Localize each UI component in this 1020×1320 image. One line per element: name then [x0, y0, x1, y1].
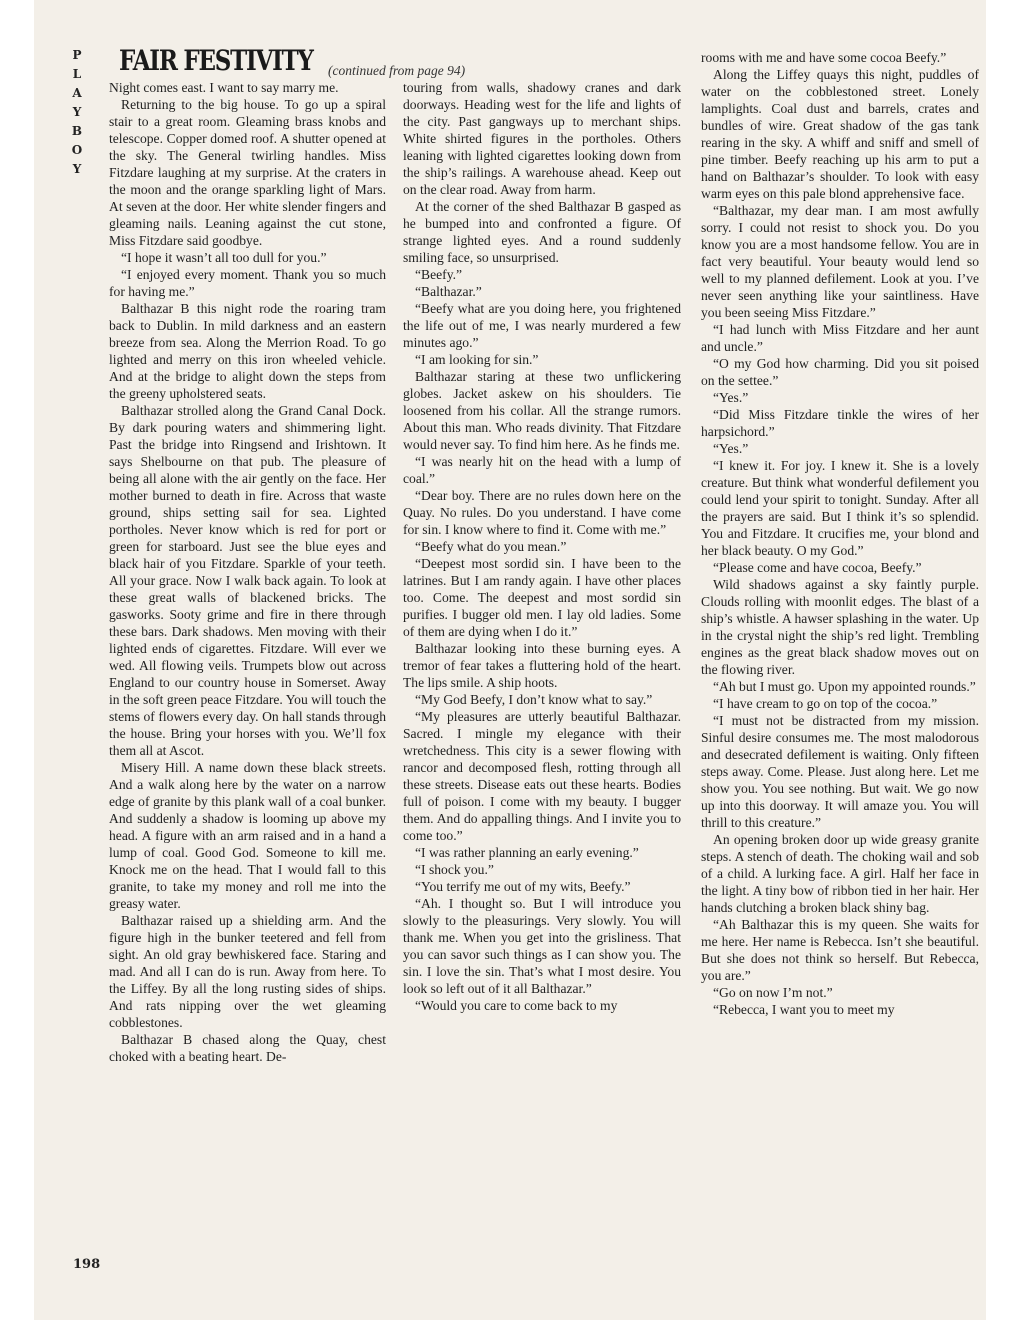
paragraph: “I knew it. For joy. I knew it. She is a lovely creature. But think what wonderful defilement you could lend your spirit to tonight. Sunday. After all the prayers are said. But I think it’s so splendid. You and Fitzdare. It crucifies me, your blond and her black beauty. O my God.” [701, 458, 979, 558]
running-head-letter: B [71, 124, 83, 138]
paragraph: “My God Beefy, I don’t know what to say.” [415, 692, 653, 707]
text-column-2 [403, 79, 681, 1014]
paragraph: “I have cream to go on top of the cocoa.” [713, 696, 938, 711]
paragraph: “Beefy.” [415, 267, 463, 282]
page-number: 198 [73, 1257, 101, 1272]
paragraph: “My pleasures are utterly beautiful Balthazar. Sacred. I mingle my elegance with their wretchedness. This city is a sewer flowing with rancor and decomposed flesh, rotting through all these streets. Disease eats out these hearts. Bodies full of poison. I come with my beauty. I bugger them. And do appalling things. And I invite you to come too.” [403, 709, 681, 843]
paragraph: “I was rather planning an early evening.” [415, 845, 639, 860]
paragraph: “I had lunch with Miss Fitzdare and her aunt and uncle.” [701, 322, 979, 354]
text-column-1 [109, 79, 386, 1065]
paragraph: “Did Miss Fitzdare tinkle the wires of her harpsichord.” [701, 407, 979, 439]
text-column-3 [701, 49, 979, 1018]
paragraph: “I shock you.” [415, 862, 494, 877]
paragraph: “O my God how charming. Did you sit poised on the settee.” [701, 356, 979, 388]
paragraph: “Balthazar, my dear man. I am most awfully sorry. I could not resist to shock you. Do you know you are a most handsome fellow. You are in fact very beautiful. Your beauty would lend so well to my planned defilement. Look at you. I’ve never seen anything like your saintliness. Have you been seeing Miss Fitzdare.” [701, 203, 979, 320]
magazine-page [34, 0, 986, 1320]
paragraph: “You terrify me out of my wits, Beefy.” [415, 879, 631, 894]
paragraph: At the corner of the shed Balthazar B gasped as he bumped into and confronted a figure. Of strange lighted eyes. And a round suddenly smiling face, so unsurprised. [403, 199, 681, 265]
paragraph: “Rebecca, I want you to meet my [713, 1002, 895, 1017]
paragraph: “I hope it wasn’t all too dull for you.” [121, 250, 327, 265]
paragraph: “Ah but I must go. Upon my appointed rounds.” [713, 679, 976, 694]
paragraph: An opening broken door up wide greasy granite steps. A stench of death. The choking wail and sob of a child. A lurking face. A girl. Half her face in the light. A tiny bow of ribbon tied in her hair. Her hands clutching a broken black shiny bag. [701, 832, 979, 915]
paragraph: Wild shadows against a sky faintly purple. Clouds rolling with moonlit edges. The blast of a ship’s whistle. A hawser splashing in the water. Up in the crystal night the ship’s red light. Trembling engines as the great black shadow moves out on the flowing river. [701, 577, 979, 677]
paragraph: “Please come and have cocoa, Beefy.” [713, 560, 922, 575]
paragraph: Balthazar B chased along the Quay, chest choked with a beating heart. De- [109, 1032, 386, 1064]
paragraph: “I am looking for sin.” [415, 352, 539, 367]
paragraph: Night comes east. I want to say marry me. [109, 80, 339, 95]
paragraph: “Go on now I’m not.” [713, 985, 833, 1000]
paragraph: “Beefy what do you mean.” [415, 539, 567, 554]
paragraph: “Beefy what are you doing here, you frightened the life out of me, I was nearly murdered a few minutes ago.” [403, 301, 681, 350]
running-head-letter: Y [72, 162, 82, 176]
paragraph: Balthazar strolled along the Grand Canal Dock. By dark pouring waters and shimmering light. Past the bridge into Ringsend and Irishtown. It says Shelbourne on that pub. The pleasure of being all alone with the air gently on the face. Her mother burned to death in fire. Across that waste ground, ships setting sail for sea. Lighted portholes. Never know which is red for port or green for starboard. Just see the blue eyes and black hair of you Fitzdare. Sparkle of your teeth. All your grace. Now I walk back again. To look at these great walls of blackened bricks. The gasworks. Sooty grime and fire in there through these bars. Dark shadows. Men moving with their lighted ends of cigarettes. Fitzdare. Will ever we wed. All flowing veils. Trumpets blow out across England to our country house in Somerset. Away in the soft green peace Fitzdare. You will touch the stems of flowers every day. On hall stands through the house. Bring your horses with you. We’ll fox them all at Ascot. [109, 403, 386, 758]
paragraph: “Dear boy. There are no rules down here on the Quay. No rules. Do you understand. I have come for sin. I know where to find it. Come with me.” [403, 488, 681, 537]
running-head-letter: A [72, 86, 82, 100]
paragraph: “Would you care to come back to my [415, 998, 618, 1013]
running-head-letter: Y [72, 105, 82, 119]
paragraph: Balthazar looking into these burning eyes. A tremor of fear takes a fluttering hold of the heart. The lips smile. A ship hoots. [403, 641, 681, 690]
article-headline: FAIR FESTIVITY [119, 44, 313, 77]
paragraph: “I must not be distracted from my mission. Sinful desire consumes me. The most malodorous and desecrated defilement is waiting. Only fifteen steps away. Come. Please. Just along here. Let me show you. You see nothing. But wait. We go now up into this doorway. It will amaze you. You will thrill to this creature.” [701, 713, 979, 830]
paragraph: touring from walls, shadowy cranes and dark doorways. Heading west for the life and lights of the city. Past gangways up to merchant ships. White shirted figures in the portholes. Others leaning with lighted cigarettes looking down from the ship’s railings. A warehouse ahead. Keep out on the clear road. Away from harm. [403, 80, 681, 197]
paragraph: “Balthazar.” [415, 284, 482, 299]
paragraph: Balthazar B this night rode the roaring tram back to Dublin. In mild darkness and an eastern breeze from sea. Along the Merrion Road. To go lighted and merry on this iron wheeled vehicle. And at the bridge to alight down the steps from the greeny upholstered seats. [109, 301, 386, 401]
paragraph: “Yes.” [713, 390, 749, 405]
paragraph: “Deepest most sordid sin. I have been to the latrines. But I am randy again. I have other places too. Come. The deepest and most sordid sin purifies. I bugger old men. I lay old ladies. Some of them are dying when I do it.” [403, 556, 681, 639]
paragraph: “Ah Balthazar this is my queen. She waits for me here. Her name is Rebecca. Isn’t she beautiful. But she does not think so herself. But Rebecca, you are.” [701, 917, 979, 983]
running-head-letter: L [72, 67, 82, 81]
paragraph: “Yes.” [713, 441, 749, 456]
paragraph: “I enjoyed every moment. Thank you so much for having me.” [109, 267, 386, 299]
paragraph: Misery Hill. A name down these black streets. And a walk along here by the water on a narrow edge of granite by this plank wall of a coal bunker. And suddenly a shadow is looming up above my head. A figure with an arm raised and in a hand a lump of coal. Good God. Someone to kill me. Knock me on the head. That I would fall to this granite, to take my money and roll me into the greasy water. [109, 760, 386, 911]
paragraph: rooms with me and have some cocoa Beefy.” [701, 50, 947, 65]
paragraph: “Ah. I thought so. But I will introduce you slowly to the pleasurings. Very slowly. You will thank me. When you get into the grisliness. That you can savor such things as I can show you. The sin. I love the sin. That’s what I most desire. You look so left out of it all Balthazar.” [403, 896, 681, 996]
running-head-letter: P [72, 48, 82, 62]
running-head [70, 46, 84, 179]
paragraph: Along the Liffey quays this night, puddles of water on the cobblestoned street. Lonely lamplights. Coal dust and barrels, crates and bundles of wire. Great shadow of the gas tank rearing in the sky. A whiff and sniff and smell of pine timber. Beefy reaching up his arm to put a hand on Balthazar’s shoulder. To look with easy warm eyes on this pale blond apprehensive face. [701, 67, 979, 201]
paragraph: “I was nearly hit on the head with a lump of coal.” [403, 454, 681, 486]
paragraph: Returning to the big house. To go up a spiral stair to a great room. Gleaming brass knobs and telescope. Copper domed roof. A shutter opened at the sky. The General twirling handles. Miss Fitzdare laughing at my surprise. At the craters in the moon and the orange sparkling light of Mars. At seven at the door. Her white slender fingers and gleaming nails. Leaning against the cut stone, Miss Fitzdare said goodbye. [109, 97, 386, 248]
running-head-letter: O [71, 143, 83, 157]
paragraph: Balthazar staring at these two unflickering globes. Jacket askew on his shoulders. Tie loosened from his collar. All the strange rumors. About this man. Who reads divinity. That Fitzdare would never say. To find him here. As he finds me. [403, 369, 681, 452]
continued-note: (continued from page 94) [328, 63, 466, 78]
paragraph: Balthazar raised up a shielding arm. And the figure high in the bunker teetered and fell from sight. An old gray bewhiskered face. Staring and mad. And all I can do is run. Away from here. To the Liffey. By all the long rusting sides of ships. And rats nipping over the wet gleaming cobblestones. [109, 913, 386, 1030]
